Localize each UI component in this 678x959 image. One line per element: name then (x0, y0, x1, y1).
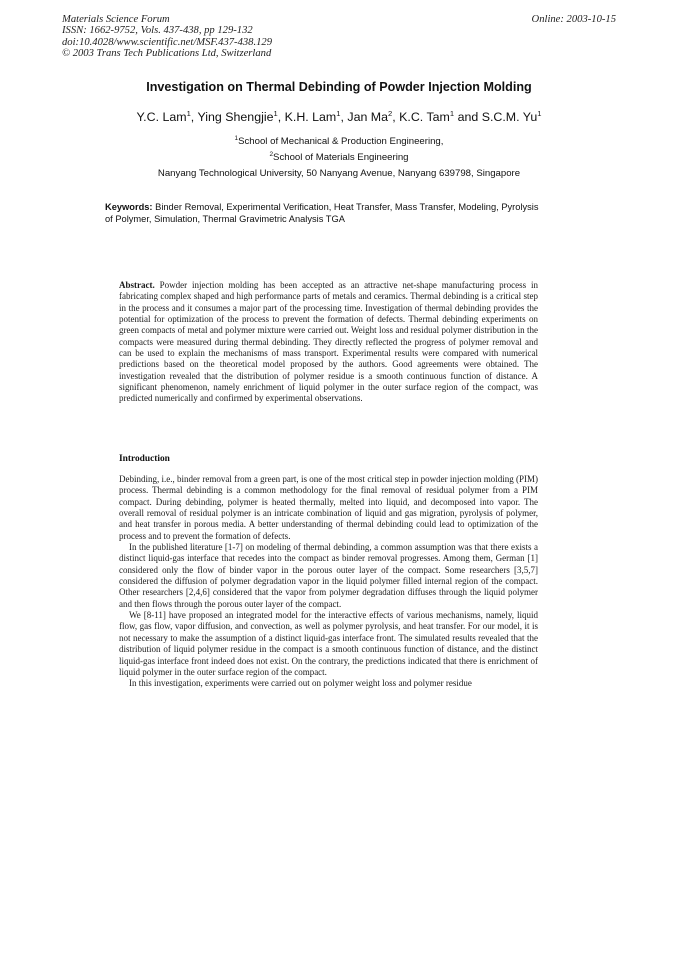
abstract-label: Abstract. (119, 280, 155, 290)
affiliation-3: Nanyang Technological University, 50 Nanyang Avenue, Nanyang 639798, Singapore (157, 168, 521, 179)
affiliation-2-marker: 2 (269, 151, 274, 158)
keywords-text: Binder Removal, Experimental Verification, Heat Transfer, Mass Transfer, Modeling, Pyrolysis of Polymer, Simulation, Thermal Gravimetric Analysis TGA (105, 202, 539, 224)
affiliation-1-text: School of Mechanical & Production Engineering, (238, 136, 444, 147)
intro-paragraph: In the published literature [1-7] on modeling of thermal debinding, a common assumption was that there exists a distinct liquid-gas interface that recedes into the compact as binder removal progresses. Among them, German [1] considered only the flow of binder vapor in the porous outer layer of the compact. Some researchers [3,5,7] considered the diffusion of polymer degradation vapor in the liquid polymer filled internal region of the compact. Other researchers [2,4,6] considered that the vapor from polymer degradation diffuses through the liquid polymer and then flows through the porous outer layer of the compact. (119, 542, 538, 609)
author-name: Ying Shengjie (197, 110, 274, 124)
author-name: Jan Ma (347, 110, 389, 124)
introduction-body (119, 474, 538, 690)
copyright-line: © 2003 Trans Tech Publications Ltd, Switzerland (62, 48, 272, 60)
affiliation-1 (62, 136, 616, 148)
keywords-label: Keywords: (105, 202, 153, 212)
author-name: K.H. Lam (284, 110, 337, 124)
doi-line: doi:10.4028/www.scientific.net/MSF.437-438.129 (62, 36, 272, 48)
publication-header (62, 14, 392, 60)
author-list (62, 109, 616, 125)
author-separator: , (392, 110, 400, 124)
author-separator: , (277, 110, 285, 124)
paper-title: Investigation on Thermal Debinding of Powder Injection Molding (146, 80, 532, 94)
affiliation-1-marker: 1 (234, 135, 239, 142)
author-name: S.C.M. Yu (481, 110, 538, 124)
affiliation-2 (62, 152, 616, 164)
issn-line: ISSN: 1662-9752, Vols. 437-438, pp 129-132 (62, 25, 253, 37)
author-affiliation-marker: 1 (273, 109, 278, 118)
keywords (105, 201, 545, 225)
author-affiliation-marker: 1 (186, 109, 191, 118)
author-separator: , (340, 110, 348, 124)
intro-paragraph: We [8-11] have proposed an integrated model for the interactive effects of various mechanisms, namely, liquid flow, gas flow, vapor diffusion, and convection, as well as polymer pyrolysis, and heat transfer. For our model, it is not necessary to make the assumption of a distinct liquid-gas interface front. The simulated results revealed that the distribution of liquid polymer residue in the compact is a smooth continuous function of distance, and the distinct liquid-gas interface front indeed does not exist. On the contrary, the predictions indicated that there is enrichment of liquid polymer in the outer surface region of the compact. (119, 610, 538, 677)
author-separator: , (190, 110, 198, 124)
abstract (119, 280, 538, 405)
author-affiliation-marker: 1 (449, 109, 455, 118)
journal-name: Materials Science Forum (62, 14, 170, 25)
abstract-text: Powder injection molding has been accepted as an attractive net-shape manufacturing process in fabricating complex shaped and high performance parts of metals and ceramics. Thermal debinding is a critical step in the process and it consumes a major part of the processing time. Investigation of thermal debinding provides the potential for optimization of the process to prevent the formation of defects. Thermal debinding experiments on green compacts of metal and polymer mixture were carried out. Weight loss and residual polymer distribution in the compacts were measured during thermal debinding. They directly reflected the progress of polymer removal and can be used to explain the mechanisms of mass transport. Experimental results were compared with numerical predictions based on the theoretical model proposed by the authors. Good agreements were obtained. The investigation revealed that the distribution of polymer residue is a smooth continuous function of distance. A significant phenomenon, namely enrichment of liquid polymer in the outer surface region of the compact, was predicted numerically and confirmed by experimental observations. (119, 280, 538, 404)
author-name: K.C. Tam (399, 110, 450, 124)
affiliation-2-text: School of Materials Engineering (273, 152, 409, 163)
author-name: Y.C. Lam (136, 110, 187, 124)
author-affiliation-marker: 2 (388, 109, 393, 118)
intro-paragraph: Debinding, i.e., binder removal from a green part, is one of the most critical step in powder injection molding (PIM) process. Thermal debinding is a common methodology for the final removal of residual polymer from a PIM compact. During debinding, polymer is heated thermally, melted into liquid, and decomposed into vapor. The overall removal of residual polymer is an intricate combination of liquid and gas migration, pyrolysis of polymer, and heat transfer in porous media. A better understanding of thermal debinding could lead to optimization of the process and to prevent the formation of defects. (119, 474, 538, 541)
online-date: Online: 2003-10-15 (531, 14, 616, 25)
intro-paragraph: In this investigation, experiments were carried out on polymer weight loss and polymer residue (129, 678, 472, 689)
section-heading-introduction: Introduction (119, 454, 170, 464)
author-affiliation-marker: 1 (336, 109, 341, 118)
author-separator: and (454, 110, 482, 124)
author-affiliation-marker: 1 (537, 109, 542, 118)
